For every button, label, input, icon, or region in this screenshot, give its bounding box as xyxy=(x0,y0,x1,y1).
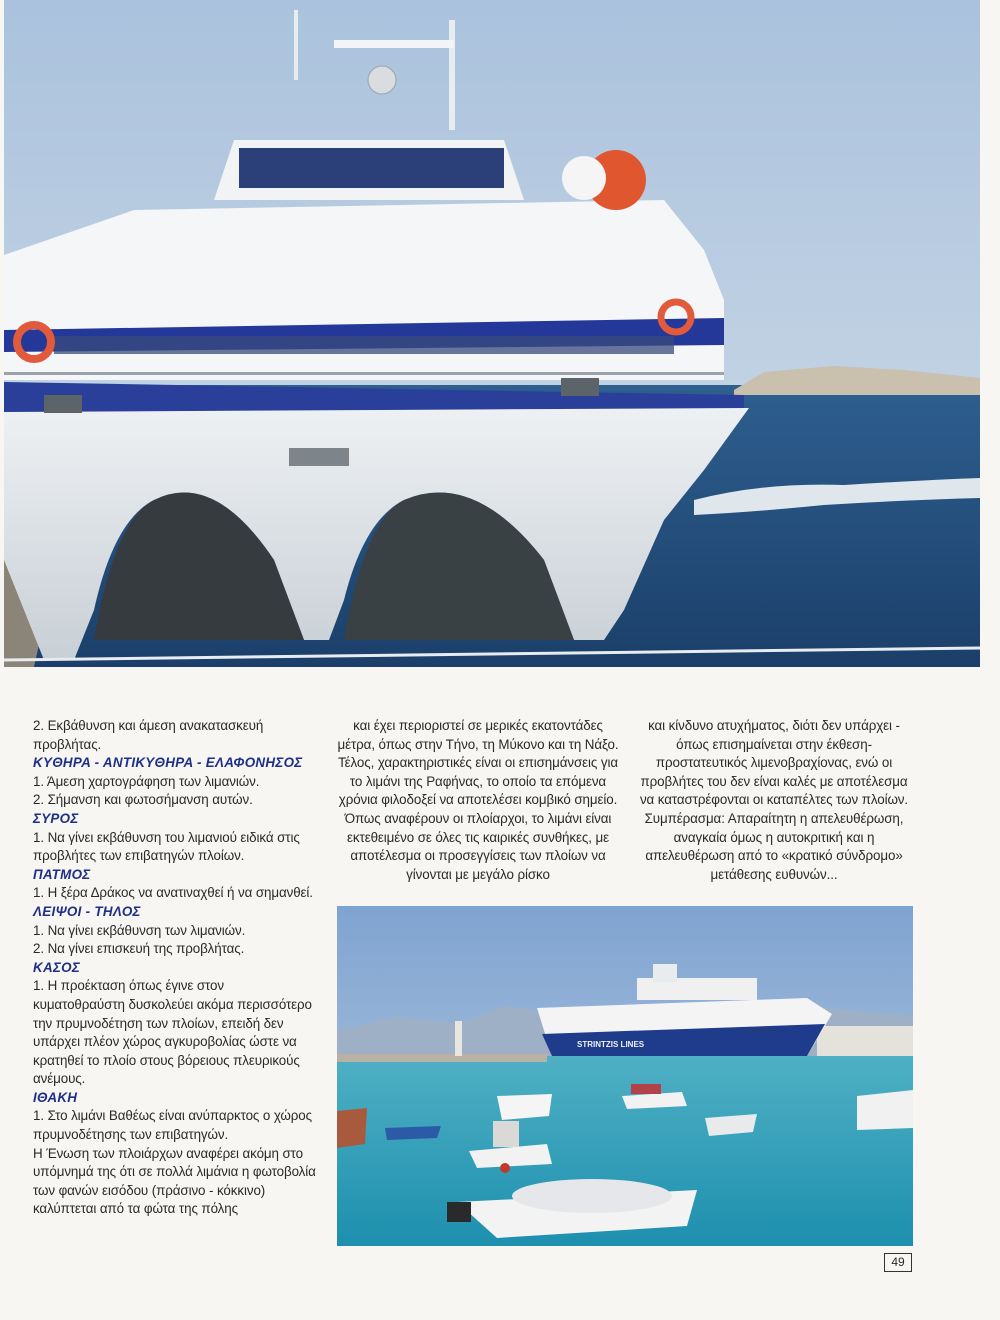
paragraph: και κίνδυνο ατυχήματος, διότι δεν υπάρχει - όπως επισημαίνεται στην έκθεση- προστατευτικός λιμενοβραχίονας, ενώ οι προβλήτες του δεν είναι καλές με αποτέλεσμα να καταστρέφονται οι καταπέλτες των πλοίων. xyxy=(639,718,909,808)
paragraph: και έχει περιοριστεί σε μερικές εκατοντάδες μέτρα, όπως στην Τήνο, τη Μύκονο και τη Νάξο. xyxy=(337,718,619,752)
harbour-boats-photo xyxy=(337,906,913,1246)
paragraph: Τέλος, χαρακτηριστικές είναι οι επισημάνσεις για το λιμάνι της Ραφήνας, το οποίο τα επόμενα χρόνια φιλοδοξεί να αποτελέσει κομβικό σημείο. Όπως αναφέρουν οι πλοίαρχοι, το λιμάνι είναι εκτεθειμένο σε όλες τις καιρικές συνθήκες, με αποτέλεσμα οι προσεγγίσεις των πλοίων να γίνονται με μεγάλο ρίσκο xyxy=(338,755,618,882)
text-column-1 xyxy=(33,717,316,1219)
paragraph: 2. Εκβάθυνση και άμεση ανακατασκευή προβλήτας. xyxy=(33,718,264,752)
paragraph: 1. Η προέκταση όπως έγινε στον κυματοθραύστη δυσκολεύει ακόμα περισσότερο την πρυμνοδέτηση των πλοίων, επειδή δεν υπάρχει πλέον χώρος αγκυροβολίας ώστε να κρατηθεί το πλοίο στους βόρειους πλευρικούς ανέμους. xyxy=(33,978,312,1087)
ferry-name-text: SUPERFERRY II xyxy=(742,1028,781,1034)
page-number: 49 xyxy=(884,1253,912,1272)
section-heading: ΛΕΙΨΟΙ - ΤΗΛΟΣ xyxy=(33,903,141,919)
paragraph: 1. Να γίνει εκβάθυνση του λιμανιού ειδικά στις προβλήτες των επιβατηγών πλοίων. xyxy=(33,829,300,864)
paragraph: 2. Να γίνει επισκευή της προβλήτας. xyxy=(33,941,245,957)
text-column-2 xyxy=(337,717,619,884)
paragraph: 1. Άμεση χαρτογράφηση των λιμανιών. xyxy=(33,773,260,789)
paragraph: 1. Να γίνει εκβάθυνση των λιμανιών. xyxy=(33,922,246,938)
section-heading: ΣΥΡΟΣ xyxy=(33,810,79,826)
paragraph: 1. Η ξέρα Δράκος να ανατιναχθεί ή να σημανθεί. xyxy=(33,885,313,901)
paragraph: 1. Στο λιμάνι Βαθέως είναι ανύπαρκτος ο χώρος πρυμνοδέτησης των επιβατηγών. xyxy=(33,1108,312,1143)
paragraph: 2. Σήμανση και φωτοσήμανση αυτών. xyxy=(33,792,253,808)
section-heading: ΚΥΘΗΡΑ - ΑΝΤΙΚΥΘΗΡΑ - ΕΛΑΦΟΝΗΣΟΣ xyxy=(33,755,303,771)
section-heading: ΠΑΤΜΟΣ xyxy=(33,866,91,882)
section-heading: ΙΘΑΚΗ xyxy=(33,1089,78,1105)
text-column-3 xyxy=(633,717,915,884)
catamaran-ferry-photo xyxy=(4,0,980,667)
paragraph: Συμπέρασμα: Απαραίτητη η απελευθέρωση, αναγκαία όμως η αυτοκριτική και η απελευθέρωση από το «κρατικό σύνδρομο» μετάθεσης ευθυνών... xyxy=(644,810,904,882)
section-heading: ΚΑΣΟΣ xyxy=(33,959,81,975)
paragraph: Η Ένωση των πλοιάρχων αναφέρει ακόμη στο υπόμνημά της ότι σε πολλά λιμάνια η φωτοβολία των φανών εισόδου (πράσινο - κόκκινο) καλύπτεται από τα φώτα της πόλης xyxy=(33,1145,316,1217)
ferry-livery-text: STRINTZIS LINES xyxy=(577,1040,645,1049)
